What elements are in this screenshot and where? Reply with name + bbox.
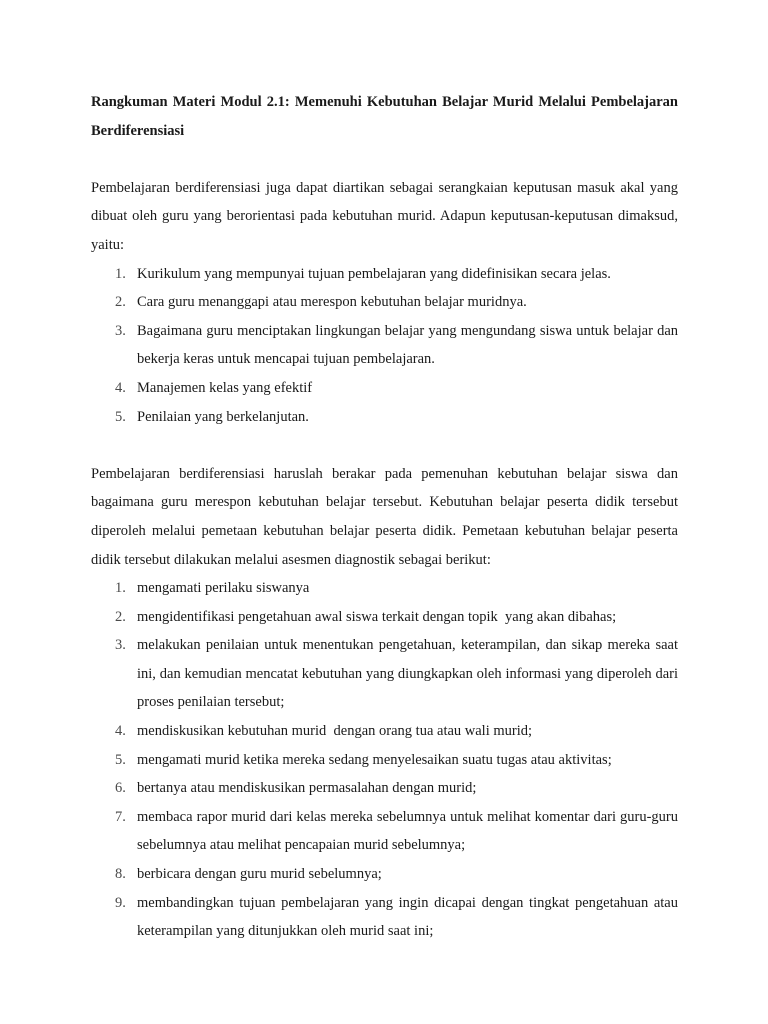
list-number: 4.	[115, 723, 126, 740]
list-item	[91, 574, 678, 603]
list-number: 1.	[115, 265, 126, 282]
paragraph-diagnostic: Pembelajaran berdiferensiasi haruslah berakar pada pemenuhan kebutuhan belajar siswa dan bagaimana guru merespon kebutuhan belajar tersebut. Kebutuhan belajar peserta didik tersebut diperoleh melalui pemetaan kebutuhan belajar peserta didik. Pemetaan kebutuhan belajar peserta didik tersebut dilakukan melalui asesmen diagnostik sebagai berikut:	[91, 465, 678, 568]
decision-list	[91, 260, 678, 432]
list-item	[91, 774, 678, 803]
list-number: 1.	[115, 580, 126, 597]
list-item-text: mengidentifikasi pengetahuan awal siswa terkait dengan topik yang akan dibahas;	[137, 608, 617, 625]
list-item	[91, 603, 678, 632]
list-item-text: bertanya atau mendiskusikan permasalahan dengan murid;	[137, 780, 477, 797]
list-item-text: membaca rapor murid dari kelas mereka sebelumnya untuk melihat komentar dari guru-guru sebelumnya atau melihat pencapaian murid sebelumnya;	[137, 808, 678, 854]
list-item-text: mengamati perilaku siswanya	[137, 580, 310, 597]
list-item	[91, 374, 678, 403]
list-item-text: Kurikulum yang mempunyai tujuan pembelajaran yang didefinisikan secara jelas.	[137, 265, 611, 282]
list-item	[91, 889, 678, 946]
list-number: 3.	[115, 637, 126, 654]
list-item	[91, 717, 678, 746]
list-number: 2.	[115, 294, 126, 311]
list-number: 2.	[115, 608, 126, 625]
list-item-text: membandingkan tujuan pembelajaran yang ingin dicapai dengan tingkat pengetahuan atau keterampilan yang ditunjukkan oleh murid saat ini;	[137, 894, 678, 940]
list-number: 8.	[115, 866, 126, 883]
list-item	[91, 860, 678, 889]
diagnostic-list	[91, 574, 678, 946]
list-item	[91, 260, 678, 289]
list-item-text: melakukan penilaian untuk menentukan pengetahuan, keterampilan, dan sikap mereka saat ini, dan kemudian mencatat kebutuhan yang diungkapkan oleh informasi yang diperoleh dari proses penilaian tersebut;	[137, 637, 678, 711]
list-item	[91, 631, 678, 717]
paragraph-intro: Pembelajaran berdiferensiasi juga dapat diartikan sebagai serangkaian keputusan masuk akal yang dibuat oleh guru yang berorientasi pada kebutuhan murid. Adapun keputusan-keputusan dimaksud, yaitu:	[91, 179, 678, 253]
list-item	[91, 288, 678, 317]
list-item-text: mendiskusikan kebutuhan murid dengan orang tua atau wali murid;	[137, 723, 533, 740]
document-page	[91, 88, 678, 946]
list-item-text: Bagaimana guru menciptakan lingkungan belajar yang mengundang siswa untuk belajar dan bekerja keras untuk mencapai tujuan pembelajaran.	[137, 322, 678, 368]
list-number: 9.	[115, 894, 126, 911]
list-number: 3.	[115, 322, 126, 339]
list-item-text: berbicara dengan guru murid sebelumnya;	[137, 866, 382, 883]
list-item	[91, 746, 678, 775]
list-number: 7.	[115, 808, 126, 825]
list-number: 5.	[115, 408, 126, 425]
list-number: 4.	[115, 379, 126, 396]
list-item-text: mengamati murid ketika mereka sedang menyelesaikan suatu tugas atau aktivitas;	[137, 751, 612, 768]
list-item	[91, 803, 678, 860]
list-item-text: Manajemen kelas yang efektif	[137, 379, 313, 396]
list-item	[91, 403, 678, 432]
list-number: 6.	[115, 780, 126, 797]
list-item-text: Penilaian yang berkelanjutan.	[137, 408, 309, 425]
list-number: 5.	[115, 751, 126, 768]
list-item	[91, 317, 678, 374]
list-item-text: Cara guru menanggapi atau merespon kebutuhan belajar muridnya.	[137, 294, 527, 311]
document-title: Rangkuman Materi Modul 2.1: Memenuhi Kebutuhan Belajar Murid Melalui Pembelajaran Berdiferensiasi	[91, 94, 678, 139]
